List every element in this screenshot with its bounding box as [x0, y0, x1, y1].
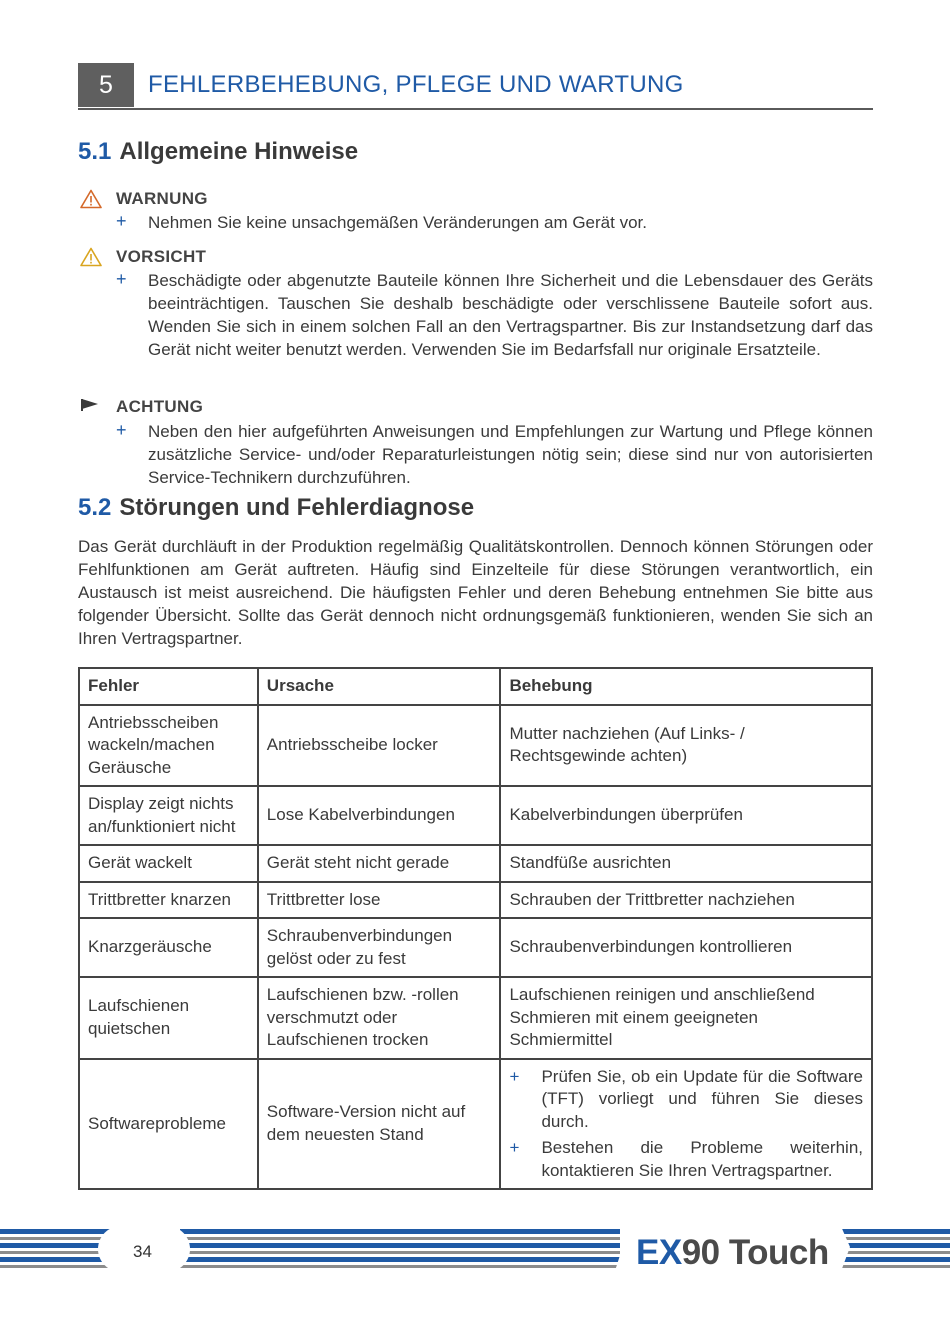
- page-number: 34: [133, 1242, 152, 1261]
- table-row: [79, 1059, 872, 1190]
- table-row: [79, 882, 872, 919]
- list-item-text: Bestehen die Probleme weiterhin, kontaktieren Sie Ihren Vertragspartner.: [541, 1138, 863, 1180]
- bullet-plus: +: [116, 269, 127, 289]
- caution-text: Beschädigte oder abgenutzte Bauteile können Ihre Sicherheit und die Lebensdauer des Geräts beeinträchtigen. Tauschen Sie deshalb beschädigte oder verschlissene Bauteile sofort aus. Wenden Sie sich in einem solchen Fall an den Vertragspartner. Bis zur Instandsetzung darf das Gerät nicht weiter benutzt werden. Verwenden Sie im Bedarfsfall nur originale Ersatzteile.: [148, 271, 873, 359]
- brand-prefix: EX: [636, 1233, 682, 1272]
- column-header-behebung: Behebung: [500, 668, 872, 705]
- section-title-general: [78, 138, 358, 166]
- section-number: 5.2: [78, 494, 112, 521]
- brand-rest: 90 Touch: [681, 1233, 829, 1272]
- brand-logo: [636, 1228, 829, 1278]
- bullet-plus: +: [116, 420, 127, 440]
- table-row: [79, 845, 872, 882]
- column-header-ursache: Ursache: [258, 668, 501, 705]
- chapter-number: 5: [78, 63, 134, 107]
- cell-behebung: Laufschienen reinigen und anschließend Schmieren mit einem geeigneten Schmiermittel: [500, 977, 872, 1059]
- flag-pointer-icon: [80, 397, 100, 413]
- section-number: 5.1: [78, 138, 112, 165]
- warning-triangle-icon: [80, 189, 102, 209]
- attention-text: Neben den hier aufgeführten Anweisungen und Empfehlungen zur Wartung und Pflege können zusätzliche Service- und/oder Reparaturleistungen nötig sein; diese sind nur von autorisierten Service-Technikern durchzuführen.: [148, 422, 873, 487]
- section-title-diagnosis: [78, 494, 474, 522]
- table-row: [79, 786, 872, 845]
- list-item: [509, 1066, 863, 1134]
- table-row: [79, 918, 872, 977]
- cell-fehler: Gerät wackelt: [79, 845, 258, 882]
- cell-behebung: Schrauben der Trittbretter nachziehen: [500, 882, 872, 919]
- cell-ursache: Lose Kabelverbindungen: [258, 786, 501, 845]
- cell-ursache: Laufschienen bzw. -rollen verschmutzt oder Laufschienen trocken: [258, 977, 501, 1059]
- list-item-text: Prüfen Sie, ob ein Update für die Software (TFT) vorliegt und führen Sie dieses durch.: [541, 1066, 863, 1131]
- cell-ursache: Gerät steht nicht gerade: [258, 845, 501, 882]
- caution-triangle-icon: [80, 247, 102, 267]
- intro-paragraph: Das Gerät durchläuft in der Produktion regelmäßig Qualitätskontrollen. Dennoch können Störungen oder Fehlfunktionen am Gerät auftreten. Häufig sind Einzelteile für diese Störungen verantwortlich, ein Austausch ist meist ausreichend. Die häufigsten Fehler und deren Behebung entnehmen Sie bitte aus folgender Übersicht. Sollte das Gerät dennoch nicht ordnungsgemäß funktionieren, wenden Sie sich an Ihren Vertragspartner.: [78, 537, 873, 648]
- cell-behebung: Schraubenverbindungen kontrollieren: [500, 918, 872, 977]
- cell-fehler: Trittbretter knarzen: [79, 882, 258, 919]
- cell-ursache: Software-Version nicht auf dem neuesten Stand: [258, 1059, 501, 1190]
- cell-behebung: Kabelverbindungen überprüfen: [500, 786, 872, 845]
- caution-label: VORSICHT: [116, 247, 207, 266]
- warning-label: WARNUNG: [116, 189, 208, 208]
- column-header-fehler: Fehler: [79, 668, 258, 705]
- cell-fehler: Antriebsscheiben wackeln/machen Geräusche: [79, 705, 258, 787]
- cell-fehler: Laufschienen quietschen: [79, 977, 258, 1059]
- cell-behebung: Mutter nachziehen (Auf Links- / Rechtsgewinde achten): [500, 705, 872, 787]
- section-heading: Allgemeine Hinweise: [119, 138, 359, 165]
- cell-ursache: Schraubenverbindungen gelöst oder zu fest: [258, 918, 501, 977]
- chapter-header: [78, 63, 873, 110]
- cell-behebung: Standfüße ausrichten: [500, 845, 872, 882]
- fault-table: [78, 667, 873, 1190]
- cell-fehler: Knarzgeräusche: [79, 918, 258, 977]
- bullet-plus: +: [116, 211, 127, 231]
- table-row: [79, 705, 872, 787]
- bullet-plus: +: [509, 1066, 520, 1086]
- cell-fehler: Display zeigt nichts an/funktioniert nicht: [79, 786, 258, 845]
- attention-label: ACHTUNG: [116, 397, 204, 416]
- cell-fehler: Softwareprobleme: [79, 1059, 258, 1190]
- bullet-plus: +: [509, 1138, 520, 1157]
- table-row: [79, 977, 872, 1059]
- chapter-title: FEHLERBEHEBUNG, PFLEGE UND WARTUNG: [148, 71, 684, 98]
- cell-behebung: [500, 1059, 872, 1190]
- list-item: [509, 1137, 863, 1182]
- cell-ursache: Trittbretter lose: [258, 882, 501, 919]
- cell-ursache: Antriebsscheibe locker: [258, 705, 501, 787]
- section-heading: Störungen und Fehlerdiagnose: [119, 494, 475, 521]
- warning-text: Nehmen Sie keine unsachgemäßen Veränderungen am Gerät vor.: [148, 213, 647, 232]
- table-header-row: [79, 668, 872, 705]
